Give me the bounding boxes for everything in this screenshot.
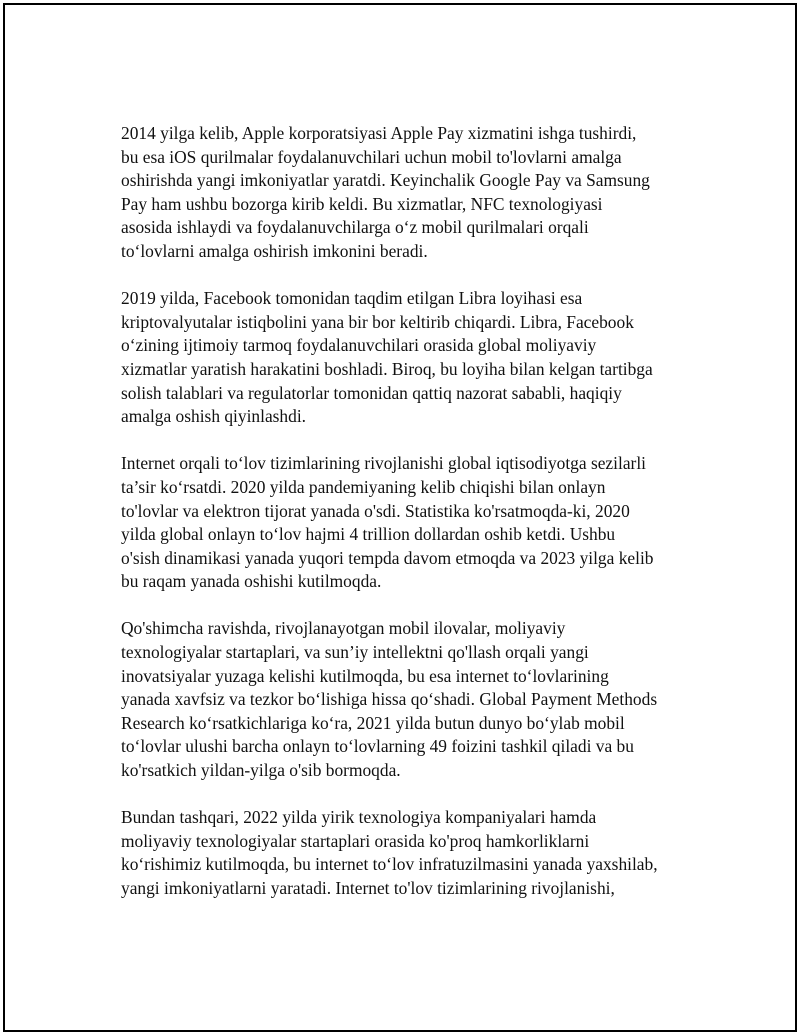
text-line: ta’sir ko‘rsatdi. 2020 yilda pandemiyaning kelib chiqishi bilan onlayn [121,476,606,497]
text-line: kriptovalyutalar istiqbolini yana bir bor keltirib chiqardi. Libra, Facebook [121,311,634,332]
paragraph-innovations [121,617,701,782]
text-line: oshirishda yangi imkoniyatlar yaratdi. Keyinchalik Google Pay va Samsung [121,170,650,191]
text-line: to‘lovlarni amalga oshirish imkonini beradi. [121,240,428,261]
text-line: Pay ham ushbu bozorga kirib keldi. Bu xizmatlar, NFC texnologiyasi [121,193,603,214]
text-line: yanada xavfsiz va tezkor bo‘lishiga hissa qo‘shadi. Global Payment Methods [121,689,658,710]
text-line: bu raqam yanada oshishi kutilmoqda. [121,571,382,592]
paragraph-global-impact [121,452,701,594]
text-line: bu esa iOS qurilmalar foydalanuvchilari uchun mobil to'lovlarni amalga [121,146,622,167]
text-line: o'sish dinamikasi yanada yuqori tempda davom etmoqda va 2023 yilga kelib [121,547,654,568]
text-line: ko‘rishimiz kutilmoqda, bu internet to‘lov infratuzilmasini yanada yaxshilab, [121,854,658,875]
text-line: yangi imkoniyatlarni yaratadi. Internet to'lov tizimlarining rivojlanishi, [121,878,615,898]
document-body [121,122,701,924]
text-line: Qo'shimcha ravishda, rivojlanayotgan mobil ilovalar, moliyaviy [121,618,566,639]
text-line: ko'rsatkich yildan-yilga o'sib bormoqda. [121,760,401,781]
text-line: 2019 yilda, Facebook tomonidan taqdim etilgan Libra loyihasi esa [121,288,583,309]
paragraph-partnerships [121,806,701,900]
text-line: o‘zining ijtimoiy tarmoq foydalanuvchilari orasida global moliyaviy [121,335,597,356]
paragraph-apple-pay [121,122,701,264]
text-line: to'lovlar va elektron tijorat yanada o'sdi. Statistika ko'rsatmoqda-ki, 2020 [121,500,630,521]
text-line: Bundan tashqari, 2022 yilda yirik texnologiya kompaniyalari hamda [121,807,597,828]
document-page [3,3,797,1032]
text-line: moliyaviy texnologiyalar startaplari orasida ko'proq hamkorliklarni [121,830,590,851]
text-line: inovatsiyalar yuzaga kelishi kutilmoqda, bu esa internet to‘lovlarining [121,665,609,686]
text-line: solish talablari va regulatorlar tomonidan qattiq nazorat sababli, haqiqiy [121,382,622,403]
paragraph-libra [121,287,701,429]
text-line: amalga oshish qiyinlashdi. [121,406,306,427]
text-line: 2014 yilga kelib, Apple korporatsiyasi Apple Pay xizmatini ishga tushirdi, [121,123,637,143]
text-line: Research ko‘rsatkichlariga ko‘ra, 2021 yilda butun dunyo bo‘ylab mobil [121,712,625,733]
text-line: asosida ishlaydi va foydalanuvchilarga o‘z mobil qurilmalari orqali [121,217,589,238]
text-line: to‘lovlar ulushi barcha onlayn to‘lovlarning 49 foizini tashkil qiladi va bu [121,736,634,757]
text-line: yilda global onlayn to‘lov hajmi 4 trillion dollardan oshib ketdi. Ushbu [121,524,616,545]
text-line: Internet orqali to‘lov tizimlarining rivojlanishi global iqtisodiyotga sezilarli [121,453,646,474]
text-line: texnologiyalar startaplari, va sun’iy intellektni qo'llash orqali yangi [121,642,589,663]
text-line: xizmatlar yaratish harakatini boshladi. Biroq, bu loyiha bilan kelgan tartibga [121,358,653,379]
